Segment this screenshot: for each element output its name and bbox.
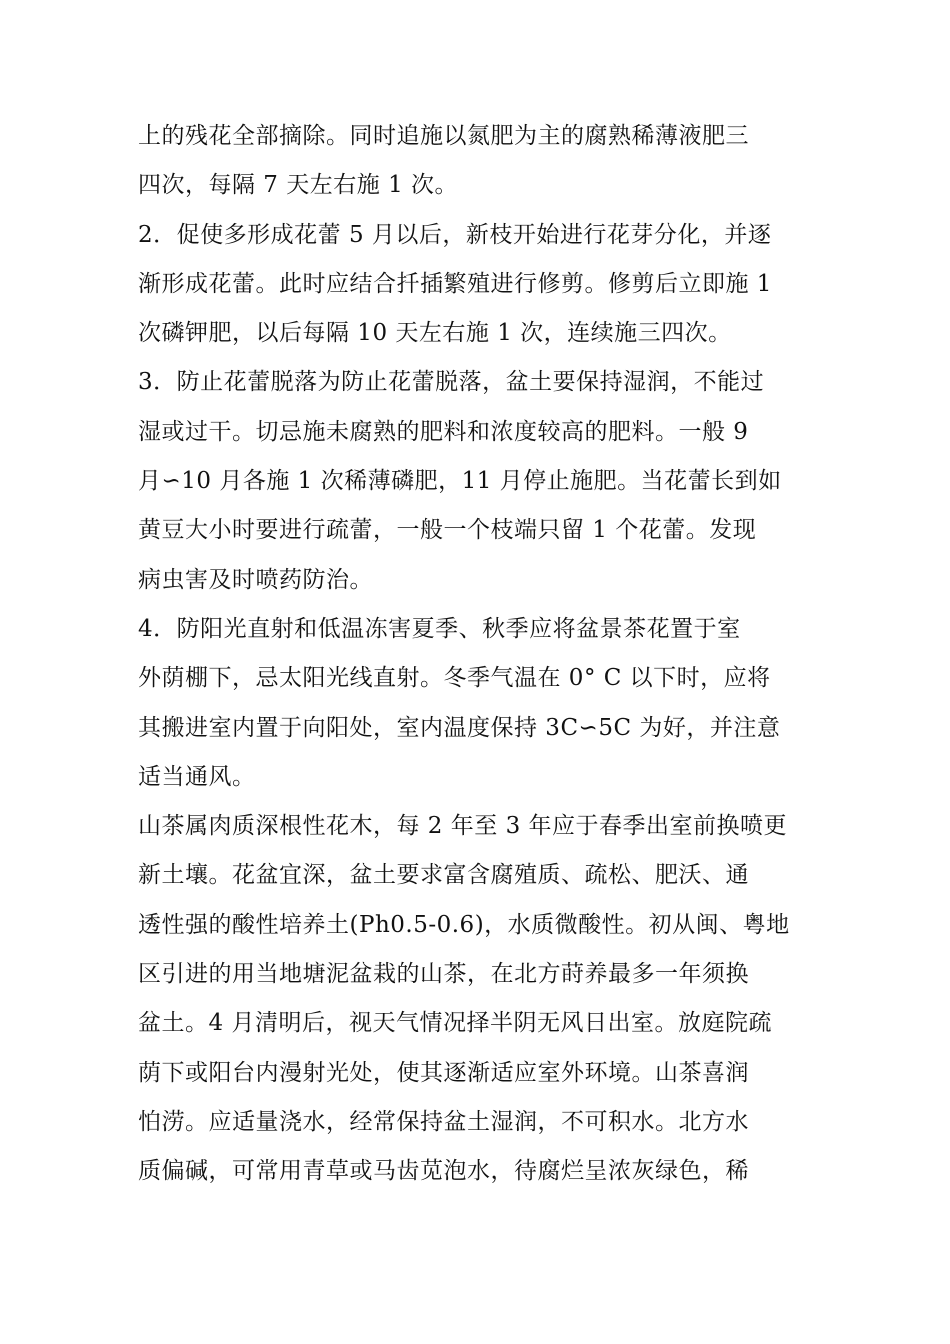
text-line: 上的残花全部摘除。同时追施以氮肥为主的腐熟稀薄液肥三 — [138, 123, 749, 149]
text-line: 外荫棚下，忌太阳光线直射。冬季气温在 0° C 以下时，应将 — [138, 665, 771, 692]
text-line: 质偏碱，可常用青草或马齿苋泡水，待腐烂呈浓灰绿色，稀 — [138, 1158, 749, 1185]
text-line: 盆土。4 月清明后，视天气情况择半阴无风日出室。放庭院疏 — [138, 1010, 772, 1037]
text-line: 透性强的酸性培养土(Ph0.5-0.6)，水质微酸性。初从闽、粤地 — [138, 911, 790, 938]
text-line: 病虫害及时喷药防治。 — [138, 566, 373, 593]
text-line: 湿或过干。切忌施未腐熟的肥料和浓度较高的肥料。一般 9 — [138, 418, 749, 445]
text-line: 怕涝。应适量浇水，经常保持盆土湿润，不可积水。北方水 — [138, 1108, 749, 1135]
text-line: 3．防止花蕾脱落为防止花蕾脱落，盆土要保持湿润，不能过 — [138, 369, 765, 396]
text-line: 4．防阳光直射和低温冻害夏季、秋季应将盆景茶花置于室 — [138, 615, 741, 642]
text-line: 适当通风。 — [138, 763, 256, 790]
text-line: 月∽10 月各施 1 次稀薄磷肥，11 月停止施肥。当花蕾长到如 — [138, 468, 782, 495]
text-line: 荫下或阳台内漫射光处，使其逐渐适应室外环境。山茶喜润 — [138, 1059, 749, 1086]
text-line: 渐形成花蕾。此时应结合扦插繁殖进行修剪。修剪后立即施 1 — [138, 270, 772, 297]
text-line: 山茶属肉质深根性花木，每 2 年至 3 年应于春季出室前换喷更 — [138, 813, 788, 840]
text-line: 四次，每隔 7 天左右施 1 次。 — [138, 172, 459, 199]
text-line: 次磷钾肥，以后每隔 10 天左右施 1 次，连续施三四次。 — [138, 320, 732, 347]
text-line: 2．促使多形成花蕾 5 月以后，新枝开始进行花芽分化，并逐 — [138, 221, 772, 248]
text-line: 黄豆大小时要进行疏蕾，一般一个枝端只留 1 个花蕾。发现 — [138, 517, 757, 544]
text-line: 其搬进室内置于向阳处，室内温度保持 3C∽5C 为好，并注意 — [138, 714, 781, 741]
text-line: 新土壤。花盆宜深，盆土要求富含腐殖质、疏松、肥沃、通 — [138, 862, 749, 889]
document-body — [138, 112, 838, 1197]
text-line: 区引进的用当地塘泥盆栽的山茶，在北方莳养最多一年须换 — [138, 961, 749, 988]
